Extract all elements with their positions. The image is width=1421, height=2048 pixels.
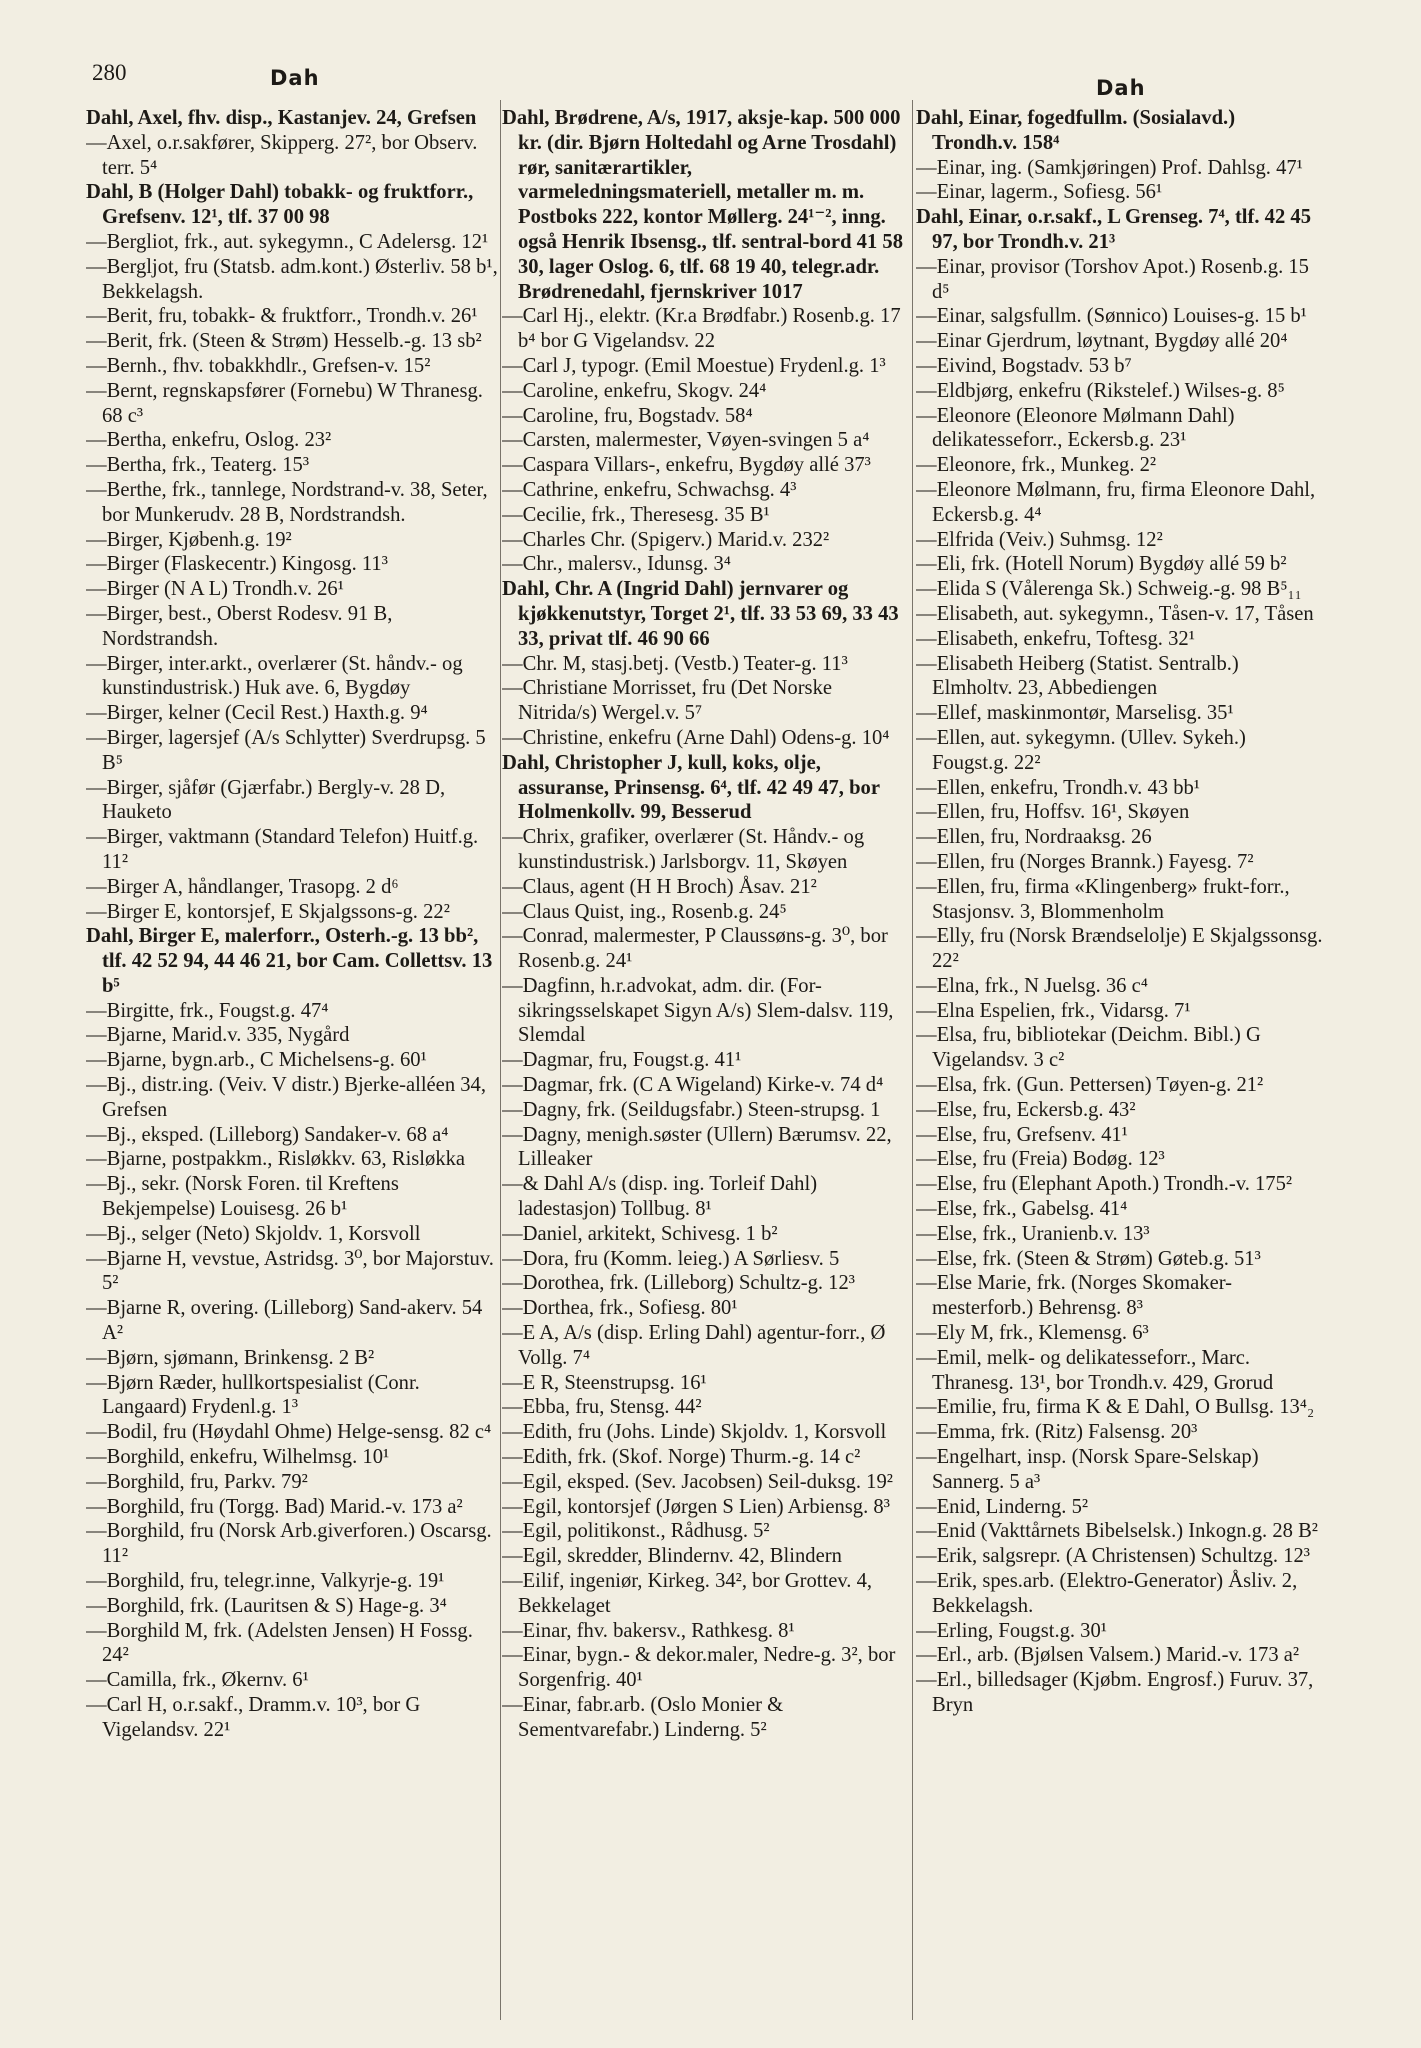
directory-entry: —& Dahl A/s (disp. ing. Torleif Dahl) ladestasjon) Tollbug. 8¹ bbox=[502, 1173, 818, 1221]
directory-entry: —Einar Gjerdrum, løytnant, Bygdøy allé 20⁴ bbox=[916, 330, 1288, 353]
directory-entry: —Else, fru (Elephant Apoth.) Trondh.-v. 175² bbox=[916, 1173, 1293, 1196]
directory-entry: —Else, frk. (Steen & Strøm) Gøteb.g. 51³ bbox=[916, 1247, 1261, 1270]
directory-entry: —Ellen, enkefru, Trondh.v. 43 bb¹ bbox=[916, 776, 1200, 799]
directory-entry: —Bjarne, postpakkm., Risløkkv. 63, Risløkka bbox=[86, 1148, 466, 1171]
directory-entry: —Daniel, arkitekt, Schivesg. 1 b² bbox=[502, 1222, 778, 1245]
directory-entry: —Charles Chr. (Spigerv.) Marid.v. 232² bbox=[502, 528, 830, 551]
directory-entry: —Dagmar, fru, Fougst.g. 41¹ bbox=[502, 1049, 742, 1072]
column-divider bbox=[500, 100, 501, 2020]
directory-entry: —Elida S (Vålerenga Sk.) Schweig.-g. 98 B⁵₁₁ bbox=[916, 578, 1302, 601]
directory-entry: —Carsten, malermester, Vøyen-svingen 5 a⁴ bbox=[502, 429, 870, 452]
directory-entry: —Borghild, enkefru, Wilhelmsg. 10¹ bbox=[86, 1446, 390, 1469]
directory-entry: —Bj., distr.ing. (Veiv. V distr.) Bjerke-alléen 34, Grefsen bbox=[86, 1074, 487, 1121]
running-header-left: Dah bbox=[270, 66, 320, 90]
directory-entry: —Eleonore, frk., Munkeg. 2² bbox=[916, 454, 1157, 477]
column-divider bbox=[912, 100, 913, 2020]
directory-entry: —Edith, frk. (Skof. Norge) Thurm.-g. 14 c² bbox=[502, 1446, 861, 1469]
directory-entry: —Bj., sekr. (Norsk Foren. til Kreftens Bekjempelse) Louisesg. 26 b¹ bbox=[86, 1173, 399, 1221]
directory-entry: —Erling, Fougst.g. 30¹ bbox=[916, 1619, 1107, 1642]
directory-entry: Dahl, Birger E, malerforr., Osterh.-g. 13 bb², tlf. 42 52 94, 44 46 21, bor Cam. Collettsv. 13 b⁵ bbox=[86, 925, 493, 997]
directory-entry: —Einar, lagerm., Sofiesg. 56¹ bbox=[916, 181, 1163, 204]
directory-entry: —Bertha, enkefru, Oslog. 23² bbox=[86, 429, 332, 452]
directory-entry: —Else, fru, Eckersb.g. 43² bbox=[916, 1098, 1136, 1121]
directory-entry: —Einar, salgsfullm. (Sønnico) Louises-g. 15 b¹ bbox=[916, 305, 1307, 328]
page-number: 280 bbox=[92, 60, 127, 85]
directory-entry: —Berthe, frk., tannlege, Nordstrand-v. 38, Seter, bor Munkerudv. 28 B, Nordstrandsh. bbox=[86, 478, 488, 526]
directory-entry: —Birger, kelner (Cecil Rest.) Haxth.g. 9⁴ bbox=[86, 702, 428, 725]
directory-entry: —Enid, Linderng. 5² bbox=[916, 1495, 1089, 1518]
directory-entry: —Ellen, fru (Norges Brannk.) Fayesg. 7² bbox=[916, 850, 1254, 873]
directory-column-1 bbox=[86, 106, 498, 2036]
directory-entry: —Dagfinn, h.r.advokat, adm. dir. (For-sikringsselskapet Sigyn A/s) Slem-dalsv. 119, Slemdal bbox=[502, 974, 894, 1047]
directory-entry: —Emil, melk- og delikatesseforr., Marc. Thranesg. 13¹, bor Trondh.v. 429, Grorud bbox=[916, 1346, 1274, 1394]
directory-entry: —Borghild, fru, telegr.inne, Valkyrje-g. 19¹ bbox=[86, 1570, 445, 1593]
directory-entry: —Ellen, fru, Hoffsv. 16¹, Skøyen bbox=[916, 801, 1190, 824]
directory-entry: —Else, fru (Freia) Bodøg. 12³ bbox=[916, 1148, 1165, 1171]
directory-entry: —Einar, fhv. bakersv., Rathkesg. 8¹ bbox=[502, 1619, 795, 1642]
directory-entry: —Carl Hj., elektr. (Kr.a Brødfabr.) Rosenb.g. 17 b⁴ bor G Vigelandsv. 22 bbox=[502, 305, 901, 353]
directory-entry: —Elisabeth Heiberg (Statist. Sentralb.) Elmholtv. 23, Abbediengen bbox=[916, 652, 1239, 700]
directory-entry: Dahl, Christopher J, kull, koks, olje, assuranse, Prinsensg. 6⁴, tlf. 42 49 47, bor Holmenkollv. 99, Besserud bbox=[502, 751, 880, 824]
directory-entry: —Elfrida (Veiv.) Suhmsg. 12² bbox=[916, 528, 1163, 551]
directory-entry: —Caroline, fru, Bogstadv. 58⁴ bbox=[502, 404, 753, 427]
directory-entry: —Bernt, regnskapsfører (Fornebu) W Thranesg. 68 c³ bbox=[86, 379, 483, 427]
directory-entry: —Bergljot, fru (Statsb. adm.kont.) Østerliv. 58 b¹, Bekkelagsh. bbox=[86, 255, 498, 303]
directory-entry: —Erl., arb. (Bjølsen Valsem.) Marid.-v. 173 a² bbox=[916, 1644, 1300, 1667]
directory-entry: —Birger, sjåfør (Gjærfabr.) Bergly-v. 28 D, Hauketo bbox=[86, 776, 446, 824]
directory-entry: —E R, Steenstrupsg. 16¹ bbox=[502, 1371, 707, 1394]
directory-entry: —Birger, Kjøbenh.g. 19² bbox=[86, 528, 292, 551]
directory-entry: —Dagny, frk. (Seildugsfabr.) Steen-strupsg. 1 bbox=[502, 1098, 881, 1121]
directory-entry: —Erl., billedsager (Kjøbm. Engrosf.) Furuv. 37, Bryn bbox=[916, 1669, 1314, 1716]
directory-entry: —Emilie, fru, firma K & E Dahl, O Bullsg. 13⁴₂ bbox=[916, 1396, 1315, 1419]
directory-entry: Dahl, Axel, fhv. disp., Kastanjev. 24, Grefsen bbox=[86, 107, 477, 129]
directory-entry: —Birger E, kontorsjef, E Skjalgssons-g. 22² bbox=[86, 900, 450, 923]
directory-entry: —Ellen, aut. sykegymn. (Ullev. Sykeh.) Fougst.g. 22² bbox=[916, 726, 1246, 774]
directory-entry: —Borghild, fru (Torgg. Bad) Marid.-v. 173 a² bbox=[86, 1495, 463, 1518]
directory-entry: —Camilla, frk., Økernv. 6¹ bbox=[86, 1669, 309, 1692]
directory-entry: —Ely M, frk., Klemensg. 6³ bbox=[916, 1322, 1149, 1345]
directory-entry: —Elsa, fru, bibliotekar (Deichm. Bibl.) G Vigelandsv. 3 c² bbox=[916, 1024, 1261, 1072]
directory-entry: —Einar, ing. (Samkjøringen) Prof. Dahlsg. 47¹ bbox=[916, 156, 1303, 179]
directory-entry: —Bodil, fru (Høydahl Ohme) Helge-sensg. 82 c⁴ bbox=[86, 1421, 492, 1444]
directory-entry: —Cecilie, frk., Theresesg. 35 B¹ bbox=[502, 503, 770, 526]
directory-entry: —Bjarne H, vevstue, Astridsg. 3⁰, bor Majorstuv. 5² bbox=[86, 1247, 494, 1295]
directory-entry: —Bjørn, sjømann, Brinkensg. 2 B² bbox=[86, 1346, 375, 1369]
directory-entry: Dahl, Einar, o.r.sakf., L Grenseg. 7⁴, tlf. 42 45 97, bor Trondh.v. 21³ bbox=[916, 206, 1312, 253]
directory-entry: —Egil, politikonst., Rådhusg. 5² bbox=[502, 1520, 770, 1543]
directory-entry: —Edith, fru (Johs. Linde) Skjoldv. 1, Korsvoll bbox=[502, 1421, 887, 1444]
directory-entry: —Birger, vaktmann (Standard Telefon) Huitf.g. 11² bbox=[86, 826, 479, 873]
directory-entry: —Elna Espelien, frk., Vidarsg. 7¹ bbox=[916, 999, 1191, 1022]
directory-entry: —Bjarne, bygn.arb., C Michelsens-g. 60¹ bbox=[86, 1049, 427, 1072]
directory-entry: —Einar, provisor (Torshov Apot.) Rosenb.g. 15 d⁵ bbox=[916, 255, 1309, 303]
directory-entry: Dahl, B (Holger Dahl) tobakk- og fruktforr., Grefsenv. 12¹, tlf. 37 00 98 bbox=[86, 181, 474, 229]
directory-entry: —Caspara Villars-, enkefru, Bygdøy allé 37³ bbox=[502, 454, 871, 477]
directory-entry: —Erik, salgsrepr. (A Christensen) Schultzg. 12³ bbox=[916, 1545, 1310, 1568]
directory-entry: —Birger, lagersjef (A/s Schlytter) Sverdrupsg. 5 B⁵ bbox=[86, 726, 486, 774]
directory-entry: —Birger A, håndlanger, Trasopg. 2 d⁶ bbox=[86, 875, 399, 898]
directory-entry: —Eilif, ingeniør, Kirkeg. 34², bor Grottev. 4, Bekkelaget bbox=[502, 1570, 873, 1617]
directory-entry: —Dagny, menigh.søster (Ullern) Bærumsv. 22, Lilleaker bbox=[502, 1123, 892, 1171]
directory-entry: —Borghild, fru, Parkv. 79² bbox=[86, 1470, 308, 1493]
directory-entry: —Ellef, maskinmontør, Marselisg. 35¹ bbox=[916, 702, 1234, 725]
directory-entry: —E A, A/s (disp. Erling Dahl) agentur-forr., Ø Vollg. 7⁴ bbox=[502, 1322, 886, 1369]
directory-entry: —Eleonore Mølmann, fru, firma Eleonore Dahl, Eckersb.g. 4⁴ bbox=[916, 478, 1316, 526]
directory-entry: Dahl, Einar, fogedfullm. (Sosialavd.) Trondh.v. 158⁴ bbox=[916, 107, 1236, 154]
running-header-right: Dah bbox=[1096, 76, 1146, 100]
directory-entry: —Einar, fabr.arb. (Oslo Monier & Sementvarefabr.) Linderng. 5² bbox=[502, 1694, 784, 1741]
directory-entry: —Christiane Morrisset, fru (Det Norske Nitrida/s) Wergel.v. 5⁷ bbox=[502, 677, 833, 725]
directory-entry: —Elna, frk., N Juelsg. 36 c⁴ bbox=[916, 974, 1148, 997]
directory-entry: —Chr. M, stasj.betj. (Vestb.) Teater-g. 11³ bbox=[502, 652, 848, 675]
directory-entry: —Dora, fru (Komm. leieg.) A Sørliesv. 5 bbox=[502, 1247, 840, 1270]
directory-entry: —Emma, frk. (Ritz) Falsensg. 20³ bbox=[916, 1421, 1198, 1444]
directory-entry: —Else, frk., Uranienb.v. 13³ bbox=[916, 1222, 1150, 1245]
directory-entry: —Conrad, malermester, P Claussøns-g. 3⁰, bor Rosenb.g. 24¹ bbox=[502, 925, 888, 973]
directory-entry: Dahl, Brødrene, A/s, 1917, aksje-kap. 500 000 kr. (dir. Bjørn Holtedahl og Arne Trosdahl) rør, sanitærartikler, varmeledningsmateriell, metaller m. m. Postboks 222, kontor Møllerg. 24¹⁻², inng. også Henrik Ibsensg., tlf. sentral-bord 41 58 30, lager Oslog. 6, tlf. 68 19 40, telegr.adr. Brødrenedahl, fjernskriver 1017 bbox=[502, 107, 904, 303]
directory-entry: —Birger, best., Oberst Rodesv. 91 B, Nordstrandsh. bbox=[86, 602, 393, 650]
directory-entry: —Carl H, o.r.sakf., Dramm.v. 10³, bor G Vigelandsv. 22¹ bbox=[86, 1694, 421, 1741]
directory-entry: —Birger (Flaskecentr.) Kingosg. 11³ bbox=[86, 553, 388, 576]
directory-entry: —Carl J, typogr. (Emil Moestue) Frydenl.g. 1³ bbox=[502, 354, 886, 377]
directory-entry: —Eivind, Bogstadv. 53 b⁷ bbox=[916, 354, 1132, 377]
directory-entry: —Else, frk., Gabelsg. 41⁴ bbox=[916, 1198, 1128, 1221]
directory-entry: —Einar, bygn.- & dekor.maler, Nedre-g. 3², bor Sorgenfrig. 40¹ bbox=[502, 1644, 896, 1692]
directory-entry: —Bergliot, frk., aut. sykegymn., C Adelersg. 12¹ bbox=[86, 230, 489, 253]
directory-entry: —Berit, fru, tobakk- & fruktforr., Trondh.v. 26¹ bbox=[86, 305, 478, 328]
directory-entry: —Bernh., fhv. tobakkhdlr., Grefsen-v. 15² bbox=[86, 354, 431, 377]
directory-entry: —Borghild, fru (Norsk Arb.giverforen.) Oscarsg. 11² bbox=[86, 1520, 492, 1568]
directory-entry: —Bjørn Ræder, hullkortspesialist (Conr. Langaard) Frydenl.g. 1³ bbox=[86, 1371, 420, 1419]
directory-entry: Dahl, Chr. A (Ingrid Dahl) jernvarer og kjøkkenutstyr, Torget 2¹, tlf. 33 53 69, 33 43 33, privat tlf. 46 90 66 bbox=[502, 578, 899, 650]
directory-column-2 bbox=[502, 106, 910, 2036]
directory-entry: —Elisabeth, enkefru, Toftesg. 32¹ bbox=[916, 627, 1195, 650]
directory-entry: —Borghild M, frk. (Adelsten Jensen) H Fossg. 24² bbox=[86, 1619, 473, 1667]
directory-entry: —Elly, fru (Norsk Brændselolje) E Skjalgssonsg. 22² bbox=[916, 925, 1323, 973]
directory-entry: —Elisabeth, aut. sykegymn., Tåsen-v. 17, Tåsen bbox=[916, 602, 1314, 625]
directory-entry: —Chr., malersv., Idunsg. 3⁴ bbox=[502, 553, 731, 576]
directory-entry: —Eleonore (Eleonore Mølmann Dahl) delikatesseforr., Eckersb.g. 23¹ bbox=[916, 404, 1235, 452]
directory-entry: —Cathrine, enkefru, Schwachsg. 4³ bbox=[502, 478, 797, 501]
directory-entry: —Claus Quist, ing., Rosenb.g. 24⁵ bbox=[502, 900, 787, 923]
directory-column-3 bbox=[916, 106, 1324, 2036]
directory-entry: —Birger, inter.arkt., overlærer (St. håndv.- og kunstindustrisk.) Huk ave. 6, Bygdøy bbox=[86, 652, 463, 700]
directory-entry: —Bertha, frk., Teaterg. 15³ bbox=[86, 454, 310, 477]
directory-entry: —Egil, eksped. (Sev. Jacobsen) Seil-duksg. 19² bbox=[502, 1470, 893, 1493]
directory-entry: —Elsa, frk. (Gun. Pettersen) Tøyen-g. 21² bbox=[916, 1074, 1264, 1097]
directory-entry: —Birgitte, frk., Fougst.g. 47⁴ bbox=[86, 999, 329, 1022]
directory-entry: —Borghild, frk. (Lauritsen & S) Hage-g. 3⁴ bbox=[86, 1594, 447, 1617]
directory-entry: —Else, fru, Grefsenv. 41¹ bbox=[916, 1123, 1128, 1146]
directory-entry: —Chrix, grafiker, overlærer (St. Håndv.- og kunstindustrisk.) Jarlsborgv. 11, Skøyen bbox=[502, 826, 865, 873]
directory-entry: —Christine, enkefru (Arne Dahl) Odens-g. 10⁴ bbox=[502, 726, 890, 749]
directory-entry: —Ellen, fru, Nordraaksg. 26 bbox=[916, 826, 1152, 849]
directory-entry: —Bjarne, Marid.v. 335, Nygård bbox=[86, 1024, 350, 1047]
directory-entry: —Erik, spes.arb. (Elektro-Generator) Åsliv. 2, Bekkelagsh. bbox=[916, 1570, 1298, 1617]
directory-entry: —Bj., selger (Neto) Skjoldv. 1, Korsvoll bbox=[86, 1222, 421, 1245]
directory-entry: —Birger (N A L) Trondh.v. 26¹ bbox=[86, 578, 344, 601]
directory-entry: —Engelhart, insp. (Norsk Spare-Selskap) Sannerg. 5 a³ bbox=[916, 1446, 1259, 1493]
directory-entry: —Enid (Vakttårnets Bibelselsk.) Inkogn.g. 28 B² bbox=[916, 1520, 1318, 1543]
directory-entry: —Caroline, enkefru, Skogv. 24⁴ bbox=[502, 379, 767, 402]
directory-entry: —Eldbjørg, enkefru (Rikstelef.) Wilses-g. 8⁵ bbox=[916, 379, 1285, 402]
directory-entry: —Dorothea, frk. (Lilleborg) Schultz-g. 12³ bbox=[502, 1272, 855, 1295]
directory-entry: —Axel, o.r.sakfører, Skipperg. 27², bor Observ. terr. 5⁴ bbox=[86, 131, 478, 179]
directory-entry: —Eli, frk. (Hotell Norum) Bygdøy allé 59 b² bbox=[916, 553, 1287, 576]
directory-entry: —Egil, skredder, Blindernv. 42, Blindern bbox=[502, 1545, 842, 1568]
directory-entry: —Else Marie, frk. (Norges Skomaker-mesterforb.) Behrensg. 8³ bbox=[916, 1272, 1233, 1320]
directory-entry: —Ellen, fru, firma «Klingenberg» frukt-forr., Stasjonsv. 3, Blommenholm bbox=[916, 875, 1290, 923]
directory-entry: —Bjarne R, overing. (Lilleborg) Sand-akerv. 54 A² bbox=[86, 1297, 483, 1345]
directory-entry: —Dagmar, frk. (C A Wigeland) Kirke-v. 74 d⁴ bbox=[502, 1074, 884, 1097]
directory-entry: —Dorthea, frk., Sofiesg. 80¹ bbox=[502, 1297, 738, 1320]
directory-entry: —Ebba, fru, Stensg. 44² bbox=[502, 1396, 702, 1419]
directory-entry: —Claus, agent (H H Broch) Åsav. 21² bbox=[502, 875, 817, 898]
directory-entry: —Bj., eksped. (Lilleborg) Sandaker-v. 68 a⁴ bbox=[86, 1123, 449, 1146]
directory-entry: —Berit, frk. (Steen & Strøm) Hesselb.-g. 13 sb² bbox=[86, 330, 482, 353]
directory-entry: —Egil, kontorsjef (Jørgen S Lien) Arbiensg. 8³ bbox=[502, 1495, 890, 1518]
